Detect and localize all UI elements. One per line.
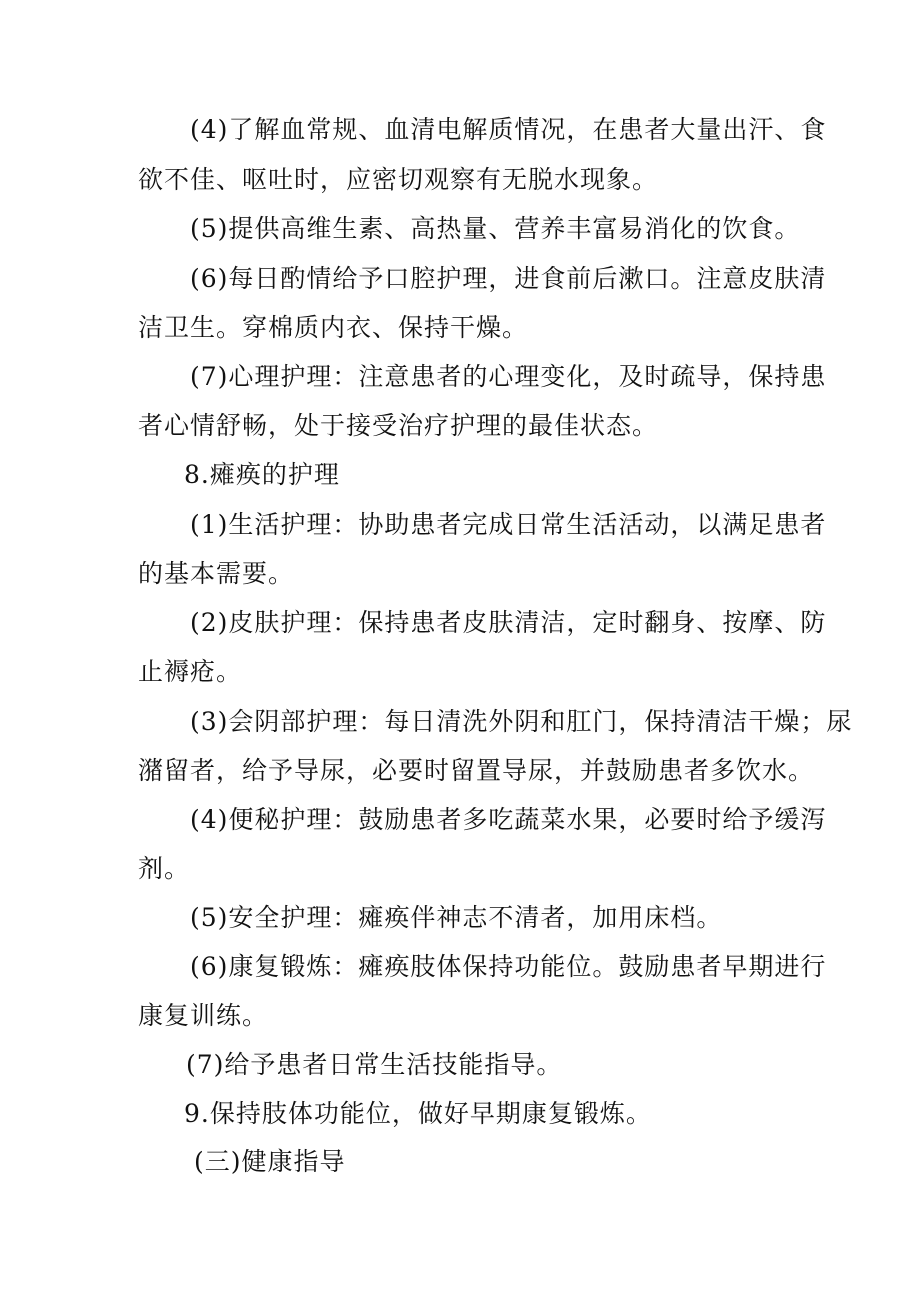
section-heading: 8.瘫痪的护理 — [184, 460, 340, 489]
paragraph-line: (2)皮肤护理：保持患者皮肤清洁，定时翻身、按摩、防 — [190, 608, 827, 637]
section-heading: (三)健康指导 — [194, 1147, 346, 1176]
paragraph-line: 者心情舒畅，处于接受治疗护理的最佳状态。 — [138, 411, 659, 440]
paragraph-line: (6)每日酌情给予口腔护理，进食前后漱口。注意皮肤清 — [190, 264, 827, 293]
paragraph-line: (4)了解血常规、血清电解质情况，在患者大量出汗、食 — [190, 115, 827, 144]
paragraph-line: 康复训练。 — [138, 1001, 269, 1030]
paragraph-line: (5)安全护理：瘫痪伴神志不清者，加用床档。 — [190, 903, 723, 932]
paragraph-line: (5)提供高维生素、高热量、营养丰富易消化的饮食。 — [190, 214, 801, 243]
paragraph-line: 止褥疮。 — [138, 657, 243, 686]
paragraph-line: (4)便秘护理：鼓励患者多吃蔬菜水果，必要时给予缓泻 — [190, 805, 827, 834]
paragraph-line: 9.保持肢体功能位，做好早期康复锻炼。 — [184, 1099, 652, 1128]
paragraph-line: 欲不佳、呕吐时，应密切观察有无脱水现象。 — [138, 165, 659, 194]
paragraph-line: 洁卫生。穿棉质内衣、保持干燥。 — [138, 313, 529, 342]
paragraph-line: 剂。 — [138, 854, 191, 883]
paragraph-line: (3)会阴部护理：每日清洗外阴和肛门，保持清洁干燥；尿 — [190, 707, 853, 736]
paragraph-line: 的基本需要。 — [138, 559, 295, 588]
paragraph-line: 潴留者，给予导尿，必要时留置导尿，并鼓励患者多饮水。 — [138, 756, 815, 785]
paragraph-line: (7)给予患者日常生活技能指导。 — [186, 1050, 563, 1079]
paragraph-line: (6)康复锻炼：瘫痪肢体保持功能位。鼓励患者早期进行 — [190, 952, 827, 981]
paragraph-line: (7)心理护理：注意患者的心理变化，及时疏导，保持患 — [190, 362, 827, 391]
paragraph-line: (1)生活护理：协助患者完成日常生活活动，以满足患者 — [190, 510, 827, 539]
